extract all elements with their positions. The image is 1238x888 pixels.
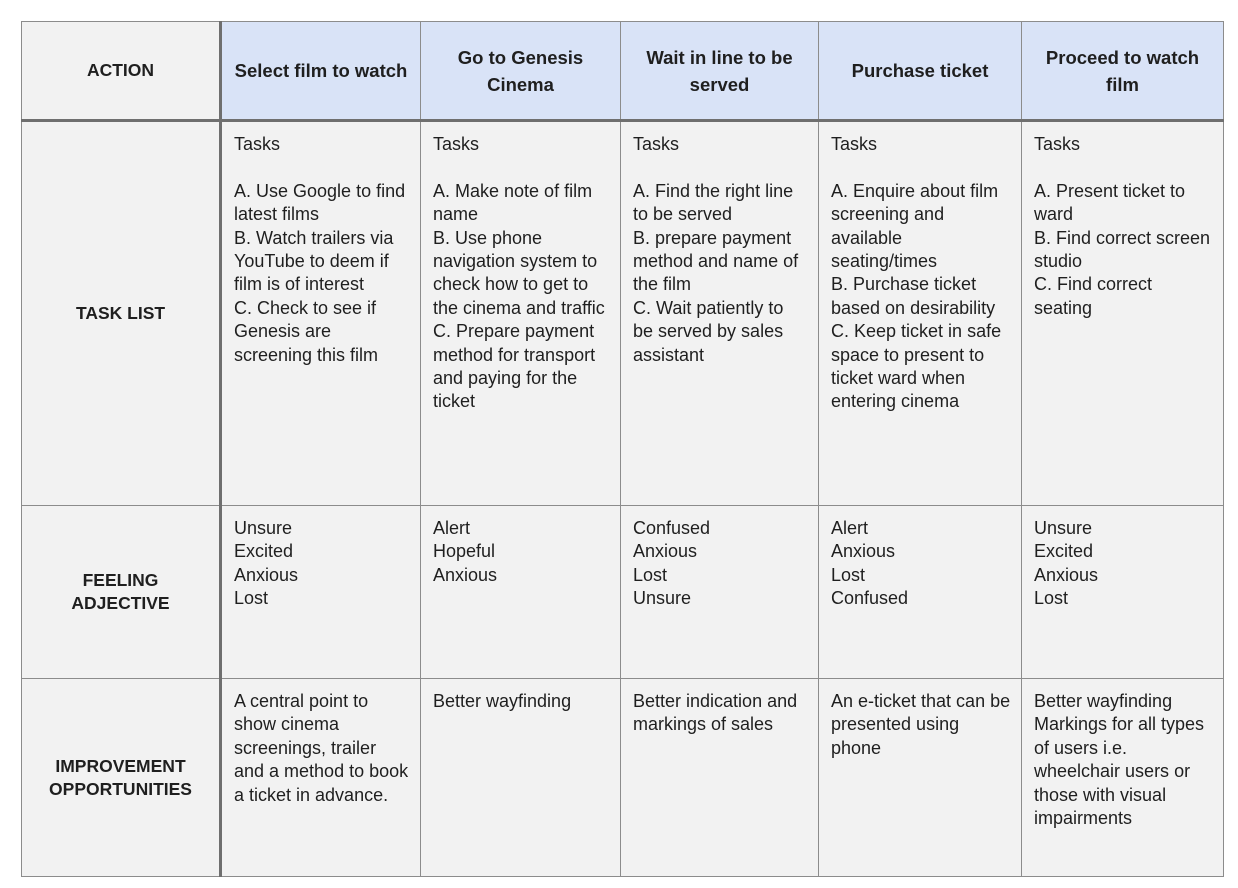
stage-header-wait-in-line: Wait in line to be served <box>621 22 819 121</box>
tasks-heading: Tasks <box>633 134 680 154</box>
feeling-cell-select-film: Unsure Excited Anxious Lost <box>221 506 421 679</box>
improvement-row-label: IMPROVEMENT OPPORTUNITIES <box>22 679 221 877</box>
feeling-row <box>22 506 1224 679</box>
improvement-cell-watch-film: Better wayfinding Markings for all types of users i.e. wheelchair users or those with visual impairments <box>1022 679 1224 877</box>
task-cell-watch-film <box>1022 121 1224 506</box>
task-text: A. Enquire about film screening and available seating/times B. Purchase ticket based on desirability C. Keep ticket in safe space to present to ticket ward when entering cinema <box>831 180 1002 412</box>
feeling-cell-watch-film: Unsure Excited Anxious Lost <box>1022 506 1224 679</box>
task-list-row <box>22 121 1224 506</box>
task-cell-purchase-ticket <box>819 121 1022 506</box>
task-text: A. Use Google to find latest films B. Watch trailers via YouTube to deem if film is of interest C. Check to see if Genesis are screening this film <box>234 180 406 365</box>
feeling-cell-wait-in-line: Confused Anxious Lost Unsure <box>621 506 819 679</box>
stage-header-go-to-cinema: Go to Genesis Cinema <box>421 22 621 121</box>
stage-header-watch-film: Proceed to watch film <box>1022 22 1224 121</box>
tasks-heading: Tasks <box>234 134 281 154</box>
task-text: A. Present ticket to ward B. Find correct screen studio C. Find correct seating <box>1034 180 1211 318</box>
action-row <box>22 22 1224 121</box>
task-text: A. Find the right line to be served B. prepare payment method and name of the film C. Wait patiently to be served by sales assistant <box>633 180 799 365</box>
improvement-cell-select-film: A central point to show cinema screenings, trailer and a method to book a ticket in advance. <box>221 679 421 877</box>
feeling-row-label: FEELING ADJECTIVE <box>22 506 221 679</box>
improvement-row <box>22 679 1224 877</box>
task-cell-select-film <box>221 121 421 506</box>
tasks-heading: Tasks <box>1034 134 1081 154</box>
tasks-heading: Tasks <box>831 134 878 154</box>
task-cell-wait-in-line <box>621 121 819 506</box>
task-text: A. Make note of film name B. Use phone navigation system to check how to get to the cinema and traffic C. Prepare payment method for transport and paying for the ticket <box>433 180 605 412</box>
improvement-cell-go-to-cinema: Better wayfinding <box>421 679 621 877</box>
task-list-row-label: TASK LIST <box>22 121 221 506</box>
feeling-cell-go-to-cinema: Alert Hopeful Anxious <box>421 506 621 679</box>
improvement-cell-purchase-ticket: An e-ticket that can be presented using phone <box>819 679 1022 877</box>
stage-header-purchase-ticket: Purchase ticket <box>819 22 1022 121</box>
tasks-heading: Tasks <box>433 134 480 154</box>
task-cell-go-to-cinema <box>421 121 621 506</box>
stage-header-select-film: Select film to watch <box>221 22 421 121</box>
action-row-label: ACTION <box>22 22 221 121</box>
improvement-cell-wait-in-line: Better indication and markings of sales <box>621 679 819 877</box>
feeling-cell-purchase-ticket: Alert Anxious Lost Confused <box>819 506 1022 679</box>
user-journey-table <box>21 21 1224 877</box>
